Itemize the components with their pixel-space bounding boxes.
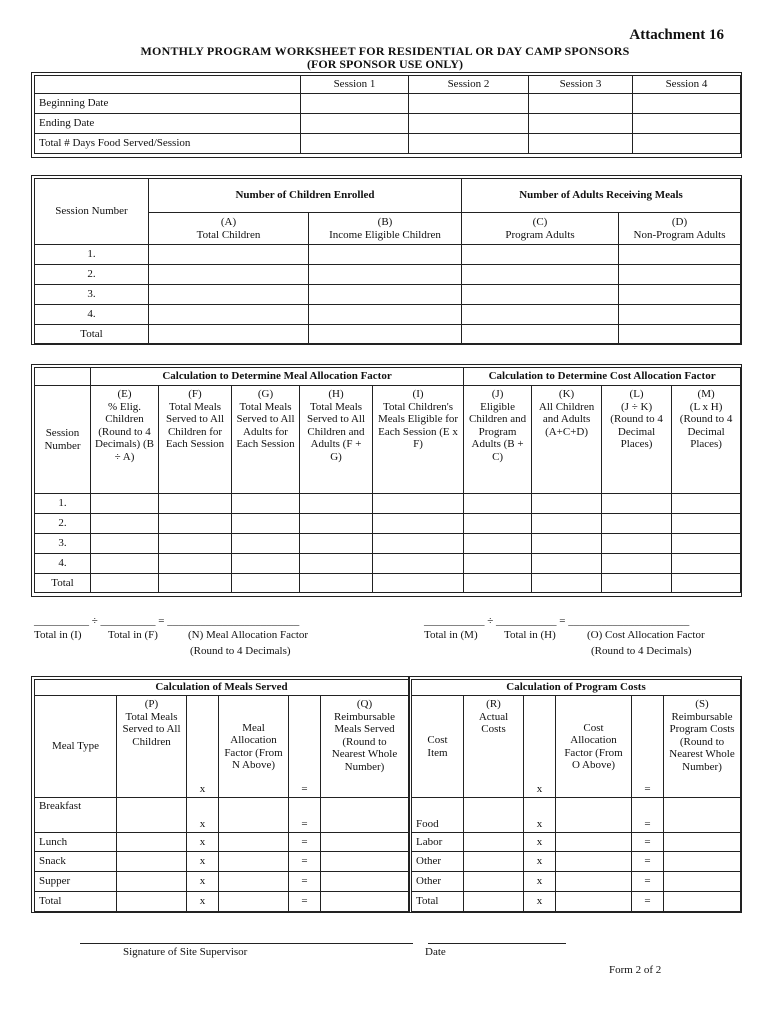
row-label: Total # Days Food Served/Session (35, 134, 301, 154)
input-cell[interactable] (409, 134, 529, 154)
col-r-header: (R) Actual Costs (464, 696, 524, 798)
meals-served-table: Calculation of Meals Served Meal Type (P) Total Meals Served to All Children x Meal Allocation Factor (From N Above) = (Q) Reimbursable Meals Served (Round to Nearest Whole Number) Breakfast x = Lunch x = Snack x = Supper x = Total x = (34, 679, 409, 912)
input-cell[interactable] (619, 265, 741, 285)
input-cell[interactable] (309, 265, 462, 285)
enrollment-table (34, 178, 741, 344)
equals-sign: = (632, 696, 664, 798)
input-cell[interactable] (462, 245, 619, 265)
row-label: Total (35, 574, 91, 593)
meals-served-title: Calculation of Meals Served (35, 680, 409, 696)
col-g-header: (G) Total Meals Served to All Adults for Each Session (232, 386, 300, 494)
col-i-header: (I) Total Children's Meals Eligible for Each Session (E x F) (373, 386, 464, 494)
cost-item-header: Cost Item (412, 696, 464, 798)
input-cell[interactable] (619, 245, 741, 265)
input-cell[interactable] (529, 114, 633, 134)
row-label: Supper (35, 872, 117, 892)
allocation-table (34, 367, 741, 593)
row-label: 1. (35, 494, 91, 514)
input-cell[interactable] (462, 325, 619, 344)
program-costs-title: Calculation of Program Costs (412, 680, 741, 696)
input-cell[interactable] (309, 325, 462, 344)
input-cell[interactable] (462, 285, 619, 305)
row-label: Lunch (35, 833, 117, 852)
col-e-header: (E) % Elig. Children (Round to 4 Decimals) (B ÷ A) (91, 386, 159, 494)
input-cell[interactable] (619, 285, 741, 305)
attachment-label: Attachment 16 (629, 27, 724, 43)
row-label: Total (35, 892, 117, 912)
session-number-header: Session Number (35, 179, 149, 245)
row-label: 2. (35, 514, 91, 534)
signature-label: Signature of Site Supervisor (123, 946, 248, 958)
multiply-sign: x (187, 696, 219, 798)
input-cell[interactable] (409, 94, 529, 114)
adults-meals-header: Number of Adults Receiving Meals (462, 179, 741, 213)
row-label: 1. (35, 245, 149, 265)
program-costs-table: Calculation of Program Costs Cost Item (R) Actual Costs x Cost Allocation Factor (From O Above) = (S) Reimbursable Program Costs (Round to Nearest Whole Number) Food x = Labor x = Other x = Other x = Total x = (411, 679, 741, 912)
page-subtitle: (FOR SPONSOR USE ONLY) (307, 57, 463, 71)
col-b-header: (B) Income Eligible Children (309, 213, 462, 245)
row-label: Other (412, 852, 464, 872)
meal-type-header: Meal Type (35, 696, 117, 798)
input-cell[interactable] (309, 285, 462, 305)
input-cell[interactable] (409, 114, 529, 134)
input-cell[interactable] (301, 134, 409, 154)
cost-factor-header: Cost Allocation Factor (From O Above) (556, 696, 632, 798)
input-cell[interactable] (462, 265, 619, 285)
col-p-header: (P) Total Meals Served to All Children (117, 696, 187, 798)
col-f-header: (F) Total Meals Served to All Children for Each Session (159, 386, 232, 494)
row-label: Food (412, 798, 464, 833)
cost-allocation-header: Calculation to Determine Cost Allocation Factor (464, 368, 741, 386)
row-label: Breakfast (35, 798, 117, 833)
meal-formula-result: (N) Meal Allocation Factor (188, 629, 309, 641)
meal-factor-header: Meal Allocation Factor (From N Above) (219, 696, 289, 798)
cost-formula-term2: Total in (H) (504, 629, 556, 641)
cost-formula-note: (Round to 4 Decimals) (591, 645, 692, 657)
row-label: Total (35, 325, 149, 344)
col-c-header: (C) Program Adults (462, 213, 619, 245)
meal-formula-note: (Round to 4 Decimals) (190, 645, 291, 657)
col-q-header: (Q) Reimbursable Meals Served (Round to Nearest Whole Number) (321, 696, 409, 798)
page-title: MONTHLY PROGRAM WORKSHEET FOR RESIDENTIAL OR DAY CAMP SPONSORS (140, 44, 630, 58)
cost-formula-result: (O) Cost Allocation Factor (587, 629, 705, 641)
row-label: 4. (35, 305, 149, 325)
input-cell[interactable] (529, 134, 633, 154)
input-cell[interactable] (633, 134, 741, 154)
equals-sign: = (289, 696, 321, 798)
input-cell[interactable] (149, 285, 309, 305)
input-cell[interactable] (309, 305, 462, 325)
col-a-header: (A) Total Children (149, 213, 309, 245)
input-cell[interactable] (149, 265, 309, 285)
meal-allocation-header: Calculation to Determine Meal Allocation Factor (91, 368, 464, 386)
row-label: Snack (35, 852, 117, 872)
row-label: 3. (35, 534, 91, 554)
row-label: 3. (35, 285, 149, 305)
input-cell[interactable] (309, 245, 462, 265)
row-label: Labor (412, 833, 464, 852)
col-l-header: (L) (J ÷ K) (Round to 4 Decimal Places) (602, 386, 672, 494)
input-cell[interactable] (619, 325, 741, 344)
cost-formula-term1: Total in (M) (424, 629, 478, 641)
multiply-sign: x (524, 696, 556, 798)
row-label: Ending Date (35, 114, 301, 134)
row-label: 2. (35, 265, 149, 285)
input-cell[interactable] (633, 94, 741, 114)
input-cell[interactable] (529, 94, 633, 114)
row-label: Total (412, 892, 464, 912)
session-header: Session 1 (301, 76, 409, 94)
sessions-table (34, 75, 741, 154)
col-h-header: (H) Total Meals Served to All Children and Adults (F + G) (300, 386, 373, 494)
col-m-header: (M) (L x H) (Round to 4 Decimal Places) (672, 386, 741, 494)
input-cell[interactable] (149, 245, 309, 265)
session-header: Session 3 (529, 76, 633, 94)
cost-formula-blanks[interactable]: ___________ ÷ ___________ = ______________________ (424, 615, 690, 627)
row-label: 4. (35, 554, 91, 574)
meal-formula-blanks[interactable]: __________ ÷ __________ = ________________________ (34, 615, 300, 627)
input-cell[interactable] (462, 305, 619, 325)
row-label: Beginning Date (35, 94, 301, 114)
col-s-header: (S) Reimbursable Program Costs (Round to Nearest Whole Number) (664, 696, 741, 798)
date-line[interactable] (428, 943, 566, 944)
input-cell[interactable] (149, 325, 309, 344)
session-header: Session 4 (633, 76, 741, 94)
session-header: Session 2 (409, 76, 529, 94)
input-cell[interactable] (619, 305, 741, 325)
col-k-header: (K) All Children and Adults (A+C+D) (532, 386, 602, 494)
signature-line[interactable] (80, 943, 413, 944)
children-enrolled-header: Number of Children Enrolled (149, 179, 462, 213)
input-cell[interactable] (633, 114, 741, 134)
meal-formula-term1: Total in (I) (34, 629, 82, 641)
row-label: Other (412, 872, 464, 892)
input-cell[interactable] (301, 114, 409, 134)
session-number-header: Session Number (35, 386, 91, 494)
form-number: Form 2 of 2 (609, 964, 662, 976)
input-cell[interactable] (301, 94, 409, 114)
col-j-header: (J) Eligible Children and Program Adults (B + C) (464, 386, 532, 494)
date-label: Date (425, 946, 446, 958)
col-d-header: (D) Non-Program Adults (619, 213, 741, 245)
input-cell[interactable] (149, 305, 309, 325)
meal-formula-term2: Total in (F) (108, 629, 158, 641)
